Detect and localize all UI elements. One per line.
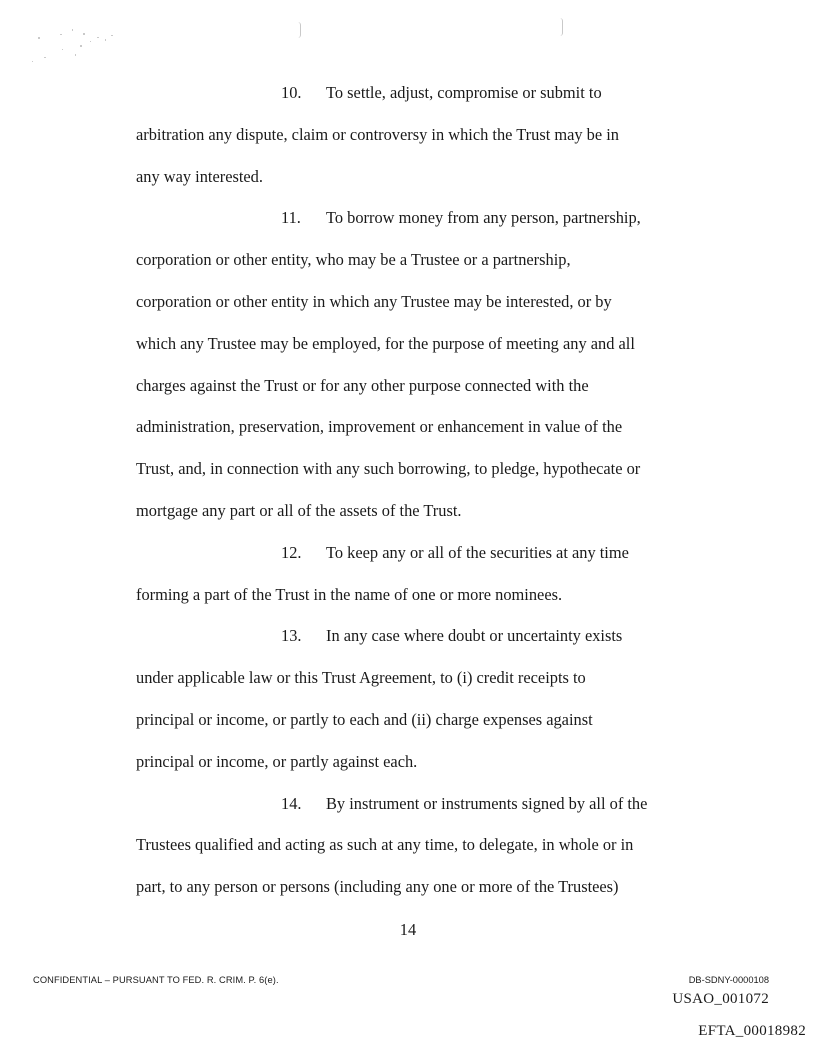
text-line: any way interested. xyxy=(136,166,263,186)
paragraph-number: 12. xyxy=(281,542,302,562)
text-line: Trustees qualified and acting as such at any time, to delegate, in whole or in xyxy=(136,835,634,855)
text-line: administration, preservation, improvement or enhancement in value of the xyxy=(136,417,623,437)
text-line: Trust, and, in connection with any such borrowing, to pledge, hypothecate or xyxy=(136,459,641,479)
paragraph-13 xyxy=(136,615,696,782)
text-line: charges against the Trust or for any other purpose connected with the xyxy=(136,375,589,395)
text-line: which any Trustee may be employed, for the purpose of meeting any and all xyxy=(136,333,635,353)
text-line: forming a part of the Trust in the name of one or more nominees. xyxy=(136,584,563,604)
text-line: corporation or other entity in which any Trustee may be interested, or by xyxy=(136,291,612,311)
db-sdny-bates-number: DB-SDNY-0000108 xyxy=(688,975,769,985)
paragraph-first-line: To settle, adjust, compromise or submit to xyxy=(326,83,602,102)
paragraph-number: 11. xyxy=(281,208,301,228)
text-line: principal or income, or partly against each. xyxy=(136,751,418,771)
paragraph-11 xyxy=(136,197,696,531)
paragraph-14 xyxy=(136,783,696,908)
text-line: mortgage any part or all of the assets of the Trust. xyxy=(136,500,462,520)
paragraph-first-line: To keep any or all of the securities at any time xyxy=(326,542,629,562)
text-line: arbitration any dispute, claim or controversy in which the Trust may be in xyxy=(136,124,619,144)
confidentiality-notice: CONFIDENTIAL – PURSUANT TO FED. R. CRIM. P. 6(e). xyxy=(33,975,279,985)
page-number: 14 xyxy=(399,920,417,939)
paragraph-number: 14. xyxy=(281,793,302,813)
text-line: part, to any person or persons (including any one or more of the Trustees) xyxy=(136,877,619,897)
paragraph-10 xyxy=(136,72,696,197)
paragraph-number: 10. xyxy=(281,83,302,102)
usao-bates-number: USAO_001072 xyxy=(672,991,769,1007)
paragraph-first-line: To borrow money from any person, partnership, xyxy=(326,208,641,228)
paragraph-number: 13. xyxy=(281,626,302,646)
paragraph-first-line: In any case where doubt or uncertainty exists xyxy=(326,626,623,646)
efta-bates-number: EFTA_00018982 xyxy=(698,1023,806,1039)
text-line: corporation or other entity, who may be a Trustee or a partnership, xyxy=(136,250,571,270)
document-body xyxy=(136,72,696,908)
text-line: principal or income, or partly to each and (ii) charge expenses against xyxy=(136,709,593,729)
paragraph-12 xyxy=(136,532,696,616)
paragraph-first-line: By instrument or instruments signed by all of the xyxy=(326,793,648,813)
text-line: under applicable law or this Trust Agreement, to (i) credit receipts to xyxy=(136,668,586,688)
